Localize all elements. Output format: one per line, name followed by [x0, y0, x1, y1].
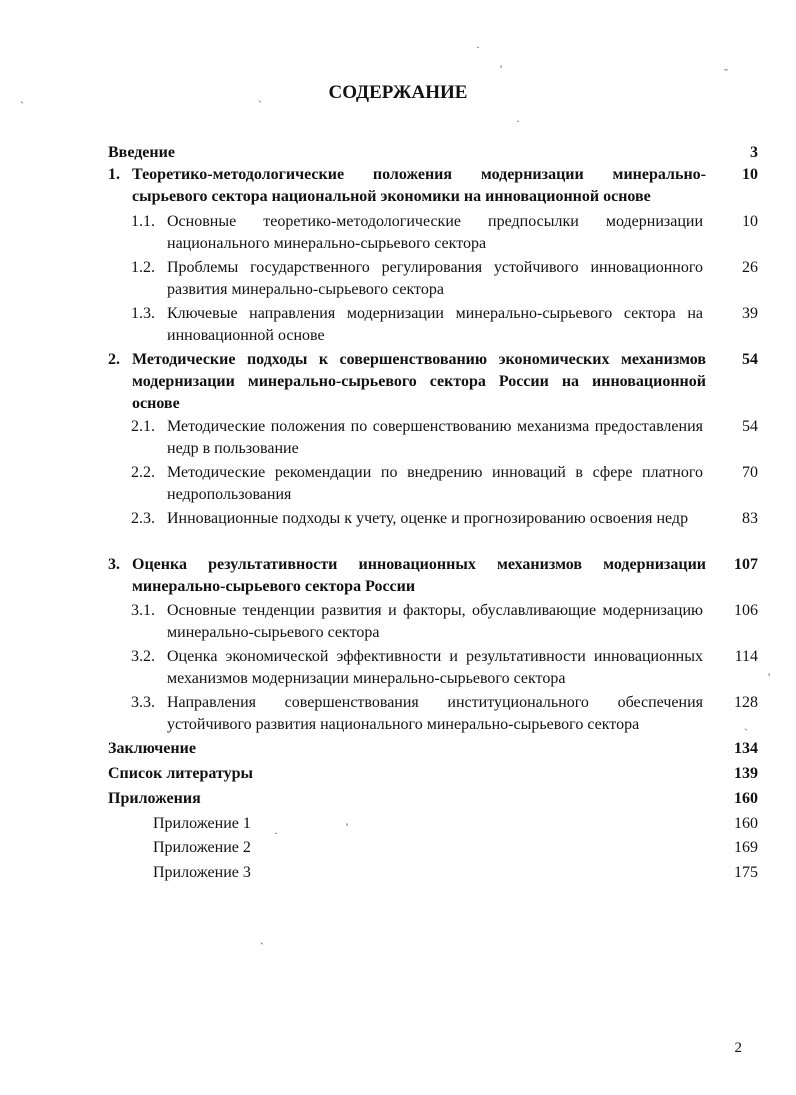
toc-entry-number: 1.2. [131, 259, 155, 276]
toc-entry-title: Приложения [108, 790, 201, 807]
toc-entry-page: 106 [734, 602, 758, 619]
toc-entry-title: Приложение 3 [153, 864, 251, 881]
scan-speck: ˘ [724, 66, 728, 80]
toc-entry-page: 169 [734, 839, 758, 856]
toc-entry-title: Проблемы государственного регулирования устойчивого инновационного развития минерально-сырьевого сектора [167, 259, 703, 298]
toc-entry-page: 10 [742, 166, 758, 183]
toc-entry-page: 83 [742, 510, 758, 527]
toc-entry-title: Методические положения по совершенствованию механизма предоставления недр в пользование [167, 418, 703, 457]
toc-entry-title: Введение [108, 144, 175, 161]
toc-entry-page: 134 [734, 740, 758, 757]
scan-speck: ˋ [260, 940, 264, 954]
toc-entry-title: Методические подходы к совершенствованию экономических механизмов модернизации минерально-сырьевого сектора России на инновационной основе [132, 351, 706, 412]
toc-entry-page: 70 [742, 464, 758, 481]
toc-entry-title: Теоретико-методологические положения модернизации минерально-сырьевого сектора национальной экономики на инновационной основе [132, 166, 706, 205]
toc-entry-title: Инновационные подходы к учету, оценке и прогнозированию освоения недр [167, 510, 689, 527]
toc-entry-number: 2.3. [131, 510, 155, 527]
toc-entry-title: Направления совершенствования институционального обеспечения устойчивого развития национального минерально-сырьевого сектора [167, 694, 703, 733]
toc-entry-page: 114 [734, 648, 758, 665]
toc-entry-number: 1.1. [131, 213, 155, 230]
toc-entry-title: Список литературы [108, 765, 253, 782]
toc-entry-number: 3.2. [131, 648, 155, 665]
toc-entry-title: Приложение 1 [153, 815, 251, 832]
toc-entry-page: 128 [734, 694, 758, 711]
toc-entry-number: 3.3. [131, 694, 155, 711]
toc-entry-page: 39 [742, 305, 758, 322]
toc-entry-number: 2.1. [131, 418, 155, 435]
scan-speck: ˋ [744, 726, 748, 740]
toc-entry-number: 3. [108, 556, 120, 573]
scan-speck: · [516, 114, 520, 128]
toc-entry-number: 2. [108, 351, 120, 368]
scan-speck: ˋ [258, 98, 262, 112]
scan-speck: ' [346, 820, 349, 834]
scan-speck: · [274, 826, 278, 840]
toc-entry-number: 1.3. [131, 305, 155, 322]
toc-entry-title: Основные теоретико-методологические предпосылки модернизации национального минерально-сырьевого сектора [167, 213, 703, 252]
page-number: 2 [734, 1040, 742, 1056]
toc-entry-page: 10 [742, 213, 758, 230]
toc-entry-page: 160 [734, 790, 758, 807]
toc-entry-page: 107 [734, 556, 758, 573]
toc-entry-title: Основные тенденции развития и факторы, обуславливающие модернизацию минерально-сырьевого сектора [167, 602, 703, 641]
toc-entry-title: Приложение 2 [153, 839, 251, 856]
toc-entry-page: 3 [750, 144, 758, 161]
toc-entry-page: 139 [734, 765, 758, 782]
toc-entry-number: 3.1. [131, 602, 155, 619]
page-title: СОДЕРЖАНИЕ [328, 82, 468, 103]
toc-entry-title: Ключевые направления модернизации минерально-сырьевого сектора на инновационной основе [167, 305, 703, 344]
toc-entry-title: Заключение [108, 740, 196, 757]
scan-speck: ' [500, 62, 503, 76]
toc-entry-number: 1. [108, 166, 120, 183]
toc-entry-title: Методические рекомендации по внедрению инноваций в сфере платного недропользования [167, 464, 703, 503]
scan-speck: ' [768, 670, 771, 684]
toc-entry-title: Оценка экономической эффективности и результативности инновационных механизмов модернизации минерально-сырьевого сектора [167, 648, 703, 687]
toc-entry-number: 2.2. [131, 464, 155, 481]
scan-speck: · [476, 40, 480, 54]
toc-entry-page: 54 [742, 418, 758, 435]
toc-entry-title: Оценка результативности инновационных механизмов модернизации минерально-сырьевого сектора России [132, 556, 706, 595]
toc-entry-page: 160 [734, 815, 758, 832]
toc-entry-page: 54 [742, 351, 758, 368]
toc-entry-page: 26 [742, 259, 758, 276]
toc-entry-page: 175 [734, 864, 758, 881]
scan-speck: ˎ [20, 90, 24, 104]
